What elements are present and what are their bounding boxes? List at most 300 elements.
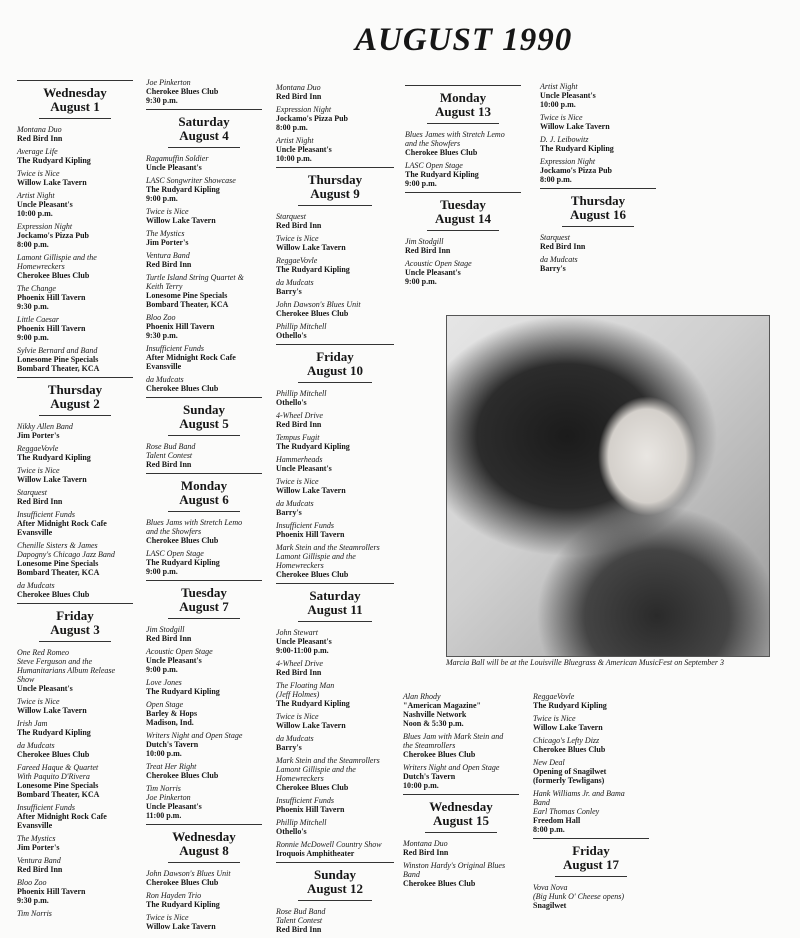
event-act: Blues Jam with Mark Stein and the Steamrollers — [403, 732, 504, 750]
event-act: Turtle Island String Quartet & Keith Terry — [146, 273, 244, 291]
event-listing — [146, 869, 262, 887]
event-listing — [146, 344, 262, 371]
day-of-week: Friday — [56, 608, 94, 623]
event-listing — [276, 105, 394, 132]
event-venue: Opening of Snagilwet (formerly Tewligans) — [533, 767, 607, 785]
divider — [298, 382, 372, 383]
event-act: Twice is Nice — [540, 113, 583, 122]
event-act: Tim Norris Joe Pinkerton — [146, 784, 191, 802]
event-act: Twice is Nice — [276, 234, 319, 243]
day-date: August 1 — [50, 99, 100, 114]
event-act: Jim Stodgill — [405, 237, 444, 246]
event-venue: Cherokee Blues Club — [276, 783, 349, 792]
day-header — [146, 473, 262, 512]
event-act: Writers Night and Open Stage — [146, 731, 243, 740]
event-venue: The Rudyard Kipling 9:00 p.m. — [146, 558, 220, 576]
event-venue: Snagilwet — [533, 901, 567, 910]
event-act: The Mystics — [17, 834, 56, 843]
event-venue: The Rudyard Kipling — [276, 265, 350, 274]
event-act: The Mystics — [146, 229, 185, 238]
event-venue: The Rudyard Kipling — [540, 144, 614, 153]
day-header — [533, 838, 649, 877]
day-header — [276, 167, 394, 206]
event-listing — [540, 157, 656, 184]
event-act: Mark Stein and the Steamrollers Lamont Gillispie and the Homewreckers — [276, 756, 380, 783]
event-act: da Mudcats — [276, 278, 314, 287]
calendar-column-5 — [540, 82, 656, 277]
day-of-week: Thursday — [47, 382, 103, 397]
event-act: Insufficient Funds — [276, 521, 334, 530]
event-listing — [276, 712, 394, 730]
event-listing — [17, 541, 133, 577]
event-listing — [533, 789, 649, 834]
event-venue: Uncle Pleasant's 10:00 p.m. — [276, 145, 332, 163]
event-act: Montana Duo — [17, 125, 62, 134]
event-listing — [17, 444, 133, 462]
event-venue: Red Bird Inn — [17, 865, 63, 874]
event-venue: Jockamo's Pizza Pub 8:00 p.m. — [276, 114, 348, 132]
event-venue: Phoenix Hill Tavern — [276, 805, 345, 814]
event-listing — [17, 191, 133, 218]
event-act: Winston Hardy's Original Blues Band — [403, 861, 506, 879]
event-venue: Cherokee Blues Club — [17, 590, 90, 599]
event-venue: The Rudyard Kipling — [17, 728, 91, 737]
event-listing — [146, 678, 262, 696]
event-act: The Change — [17, 284, 56, 293]
event-venue: Red Bird Inn — [146, 634, 192, 643]
day-header — [146, 109, 262, 148]
photo-caption: Marcia Ball will be at the Louisville Bluegrass & American MusicFest on September 3 — [446, 658, 724, 667]
day-date: August 11 — [307, 602, 363, 617]
event-listing — [17, 147, 133, 165]
event-listing — [17, 581, 133, 599]
event-venue: "American Magazine" Nashville Network Noon & 5:30 p.m. — [403, 701, 481, 728]
day-header — [276, 862, 394, 901]
event-listing — [17, 284, 133, 311]
event-act: Writers Night and Open Stage — [403, 763, 500, 772]
event-listing — [276, 212, 394, 230]
divider — [39, 415, 111, 416]
event-act: Jim Stodgill — [146, 625, 185, 634]
event-act: Twice is Nice — [276, 712, 319, 721]
event-act: Love Jones — [146, 678, 182, 687]
day-of-week: Thursday — [570, 193, 626, 208]
event-venue: After Midnight Rock Cafe Evansville — [17, 812, 107, 830]
event-act: Average Life — [17, 147, 58, 156]
event-venue: Uncle Pleasant's 11:00 p.m. — [146, 802, 202, 820]
event-venue: Red Bird Inn — [276, 925, 322, 934]
event-listing — [276, 322, 394, 340]
calendar-column-1 — [17, 80, 133, 922]
event-act: da Mudcats — [17, 581, 55, 590]
event-act: Tim Norris — [17, 909, 52, 918]
event-act: Tempus Fugit — [276, 433, 320, 442]
event-listing — [533, 883, 649, 910]
event-listing — [146, 625, 262, 643]
event-act: ReggaeVovle — [533, 692, 575, 701]
event-listing — [17, 719, 133, 737]
event-listing — [276, 659, 394, 677]
event-listing — [276, 433, 394, 451]
event-act: Rose Bud Band Talent Contest — [146, 442, 196, 460]
day-header — [540, 188, 656, 227]
event-venue: Barry's — [276, 287, 302, 296]
calendar-column-3 — [276, 83, 394, 938]
event-venue: Cherokee Blues Club — [146, 384, 219, 393]
event-venue: Red Bird Inn — [276, 92, 322, 101]
event-listing — [276, 477, 394, 495]
event-venue: Phoenix Hill Tavern 9:00 p.m. — [17, 324, 86, 342]
event-venue: The Rudyard Kipling 9:00 p.m. — [405, 170, 479, 188]
event-venue: Red Bird Inn — [276, 420, 322, 429]
event-act: Starquest — [276, 212, 306, 221]
event-act: Ventura Band — [146, 251, 190, 260]
event-venue: After Midnight Rock Cafe Evansville — [17, 519, 107, 537]
event-venue: Willow Lake Tavern — [17, 706, 87, 715]
event-venue: Cherokee Blues Club 9:30 p.m. — [146, 87, 219, 105]
event-listing — [276, 278, 394, 296]
event-act: Insufficient Funds — [17, 510, 75, 519]
day-date: August 17 — [563, 857, 619, 872]
divider — [427, 123, 499, 124]
event-venue: Cherokee Blues Club — [146, 536, 219, 545]
event-act: Bloo Zoo — [17, 878, 47, 887]
event-venue: Dutch's Tavern 10:00 p.m. — [146, 740, 199, 758]
event-venue: Barry's — [276, 508, 302, 517]
event-venue: Dutch's Tavern 10:00 p.m. — [403, 772, 456, 790]
divider — [298, 900, 372, 901]
event-act: Treat Her Right — [146, 762, 197, 771]
event-act: Insufficient Funds — [146, 344, 204, 353]
event-listing — [276, 521, 394, 539]
event-venue: Red Bird Inn — [403, 848, 449, 857]
divider — [298, 205, 372, 206]
divider — [168, 862, 240, 863]
event-act: 4-Wheel Drive — [276, 411, 323, 420]
day-header — [17, 377, 133, 416]
event-venue: Uncle Pleasant's 9:00 p.m. — [405, 268, 461, 286]
event-act: Ronnie McDowell Country Show — [276, 840, 382, 849]
event-listing — [276, 256, 394, 274]
event-act: Open Stage — [146, 700, 184, 709]
divider — [168, 147, 240, 148]
day-of-week: Monday — [439, 90, 487, 105]
event-venue: Phoenix Hill Tavern 9:30 p.m. — [146, 322, 215, 340]
event-listing — [276, 840, 394, 858]
event-act: 4-Wheel Drive — [276, 659, 323, 668]
event-listing — [146, 913, 262, 931]
event-venue: Uncle Pleasant's — [17, 684, 73, 693]
day-header — [146, 397, 262, 436]
event-venue: Willow Lake Tavern — [17, 178, 87, 187]
event-act: Artist Night — [17, 191, 55, 200]
day-of-week: Thursday — [307, 172, 363, 187]
event-venue: Red Bird Inn — [405, 246, 451, 255]
event-act: Ragamuffin Soldier — [146, 154, 209, 163]
event-venue: Willow Lake Tavern — [17, 475, 87, 484]
event-act: da Mudcats — [276, 499, 314, 508]
day-header — [276, 344, 394, 383]
event-venue: Red Bird Inn — [540, 242, 586, 251]
event-listing — [276, 818, 394, 836]
event-venue: Uncle Pleasant's — [146, 163, 202, 172]
event-venue: Cherokee Blues Club — [405, 148, 478, 157]
event-venue: Iroquois Amphitheater — [276, 849, 355, 858]
event-listing — [17, 878, 133, 905]
event-venue: Jim Porter's — [146, 238, 189, 247]
day-date: August 7 — [179, 599, 229, 614]
event-act: Twice is Nice — [146, 207, 189, 216]
calendar-column-2 — [146, 78, 262, 935]
event-act: da Mudcats — [17, 741, 55, 750]
event-venue: Red Bird Inn — [276, 668, 322, 677]
event-listing — [146, 78, 262, 105]
event-venue: Jim Porter's — [17, 431, 60, 440]
event-venue: Red Bird Inn — [17, 134, 63, 143]
event-listing — [146, 313, 262, 340]
event-listing — [17, 253, 133, 280]
day-date: August 9 — [310, 186, 360, 201]
event-listing — [146, 647, 262, 674]
day-date: August 2 — [50, 396, 100, 411]
event-venue: The Rudyard Kipling 9:00 p.m. — [146, 185, 220, 203]
event-listing — [17, 222, 133, 249]
event-listing — [540, 82, 656, 109]
event-listing — [17, 803, 133, 830]
event-act: Twice is Nice — [17, 169, 60, 178]
event-listing — [540, 113, 656, 131]
day-of-week: Wednesday — [172, 829, 236, 844]
event-listing — [276, 136, 394, 163]
day-header — [405, 85, 521, 124]
event-venue: Red Bird Inn — [17, 497, 63, 506]
day-header — [17, 80, 133, 119]
event-act: LASC Open Stage — [405, 161, 463, 170]
event-venue: Lonesome Pine Specials Bombard Theater, KCA — [17, 781, 100, 799]
event-venue: The Rudyard Kipling — [146, 900, 220, 909]
event-venue: After Midnight Rock Cafe Evansville — [146, 353, 236, 371]
event-listing — [403, 732, 519, 759]
event-listing — [405, 130, 521, 157]
event-act: Twice is Nice — [276, 477, 319, 486]
day-of-week: Friday — [316, 349, 354, 364]
day-of-week: Friday — [572, 843, 610, 858]
event-listing — [146, 784, 262, 820]
event-venue: The Rudyard Kipling — [146, 687, 220, 696]
event-act: Starquest — [540, 233, 570, 242]
event-act: Hammerheads — [276, 455, 323, 464]
event-listing — [17, 697, 133, 715]
event-act: Little Caesar — [17, 315, 60, 324]
event-listing — [146, 762, 262, 780]
event-venue: Lonesome Pine Specials Bombard Theater, KCA — [17, 559, 100, 577]
event-listing — [146, 154, 262, 172]
event-venue: The Rudyard Kipling — [276, 442, 350, 451]
event-act: Irish Jam — [17, 719, 48, 728]
event-venue: Uncle Pleasant's 10:00 p.m. — [540, 91, 596, 109]
event-venue: Lonesome Pine Specials Bombard Theater, KCA — [146, 291, 229, 309]
event-act: Mark Stein and the Steamrollers Lamont Gillispie and the Homewreckers — [276, 543, 380, 570]
event-listing — [146, 375, 262, 393]
event-venue: Red Bird Inn — [146, 460, 192, 469]
divider — [168, 618, 240, 619]
divider — [168, 511, 240, 512]
event-venue: Phoenix Hill Tavern 9:30 p.m. — [17, 887, 86, 905]
event-listing — [17, 169, 133, 187]
event-venue: Othello's — [276, 398, 307, 407]
day-date: August 4 — [179, 128, 229, 143]
day-date: August 3 — [50, 622, 100, 637]
event-listing — [146, 442, 262, 469]
event-listing — [403, 763, 519, 790]
event-venue: Willow Lake Tavern — [540, 122, 610, 131]
day-date: August 12 — [307, 881, 363, 896]
event-listing — [540, 255, 656, 273]
event-act: LASC Open Stage — [146, 549, 204, 558]
event-venue: The Rudyard Kipling — [17, 156, 91, 165]
event-act: Starquest — [17, 488, 47, 497]
event-listing — [17, 510, 133, 537]
event-act: Expression Night — [276, 105, 332, 114]
event-listing — [533, 692, 649, 710]
divider — [39, 641, 111, 642]
event-venue: Cherokee Blues Club — [146, 771, 219, 780]
day-of-week: Saturday — [309, 588, 361, 603]
event-act: Rose Bud Band Talent Contest — [276, 907, 326, 925]
day-date: August 16 — [570, 207, 626, 222]
event-act: Lamont Gillispie and the Homewreckers — [17, 253, 97, 271]
event-act: Artist Night — [276, 136, 314, 145]
event-venue: Cherokee Blues Club — [276, 309, 349, 318]
event-venue: Othello's — [276, 827, 307, 836]
event-listing — [146, 700, 262, 727]
day-date: August 13 — [435, 104, 491, 119]
event-act: Sylvie Bernard and Band — [17, 346, 98, 355]
event-listing — [276, 234, 394, 252]
event-listing — [17, 125, 133, 143]
event-venue: Cherokee Blues Club — [17, 750, 90, 759]
event-listing — [403, 692, 519, 728]
event-act: Bloo Zoo — [146, 313, 176, 322]
event-act: John Stewart — [276, 628, 318, 637]
event-listing — [146, 549, 262, 576]
event-act: Blues James with Stretch Lemo and the Showfers — [405, 130, 505, 148]
calendar-column-4 — [405, 85, 521, 290]
event-act: Alan Rhody — [403, 692, 441, 701]
event-listing — [17, 648, 133, 693]
event-act: Hank Williams Jr. and Bama Band Earl Thomas Conley — [533, 789, 625, 816]
event-venue: Barley & Hops Madison, Ind. — [146, 709, 198, 727]
event-act: Artist Night — [540, 82, 578, 91]
day-of-week: Monday — [180, 478, 228, 493]
event-venue: Red Bird Inn — [276, 221, 322, 230]
event-listing — [540, 135, 656, 153]
event-listing — [276, 734, 394, 752]
calendar-column-6 — [403, 692, 519, 892]
event-act: Montana Duo — [403, 839, 448, 848]
event-act: Acoustic Open Stage — [405, 259, 472, 268]
day-of-week: Sunday — [183, 402, 225, 417]
event-venue: Red Bird Inn — [146, 260, 192, 269]
event-act: Insufficient Funds — [17, 803, 75, 812]
event-act: Phillip Mitchell — [276, 818, 327, 827]
event-act: Fareed Haque & Quartet With Paquito D'Rivera — [17, 763, 99, 781]
day-date: August 10 — [307, 363, 363, 378]
divider — [562, 226, 634, 227]
event-act: Montana Duo — [276, 83, 321, 92]
event-act: Ventura Band — [17, 856, 61, 865]
day-date: August 5 — [179, 416, 229, 431]
event-venue: Jim Porter's — [17, 843, 60, 852]
event-listing — [533, 758, 649, 785]
event-listing — [276, 543, 394, 579]
event-venue: Freedom Hall 8:00 p.m. — [533, 816, 581, 834]
event-act: Twice is Nice — [17, 466, 60, 475]
event-act: John Dawson's Blues Unit — [276, 300, 361, 309]
event-listing — [533, 736, 649, 754]
day-header — [276, 583, 394, 622]
event-listing — [17, 741, 133, 759]
day-header — [146, 580, 262, 619]
event-listing — [276, 499, 394, 517]
day-date: August 14 — [435, 211, 491, 226]
event-act: One Red Romeo Steve Ferguson and the Humanitarians Album Release Show — [17, 648, 116, 684]
divider — [427, 230, 499, 231]
event-act: Insufficient Funds — [276, 796, 334, 805]
event-venue: Cherokee Blues Club — [276, 570, 349, 579]
event-listing — [146, 251, 262, 269]
day-of-week: Wednesday — [43, 85, 107, 100]
event-venue: Uncle Pleasant's 9:00 p.m. — [146, 656, 202, 674]
event-listing — [276, 389, 394, 407]
day-of-week: Sunday — [314, 867, 356, 882]
event-listing — [403, 839, 519, 857]
event-venue: Uncle Pleasant's 9:00-11:00 p.m. — [276, 637, 332, 655]
event-listing — [17, 466, 133, 484]
event-listing — [405, 161, 521, 188]
event-act: Twice is Nice — [146, 913, 189, 922]
event-venue: Barry's — [540, 264, 566, 273]
event-listing — [276, 796, 394, 814]
event-listing — [17, 346, 133, 373]
event-listing — [17, 763, 133, 799]
calendar-column-7 — [533, 692, 649, 914]
event-listing — [146, 176, 262, 203]
event-venue: The Rudyard Kipling — [276, 699, 350, 708]
event-act: Joe Pinkerton — [146, 78, 191, 87]
event-venue: Willow Lake Tavern — [533, 723, 603, 732]
event-venue: Willow Lake Tavern — [276, 486, 346, 495]
event-venue: Phoenix Hill Tavern — [276, 530, 345, 539]
event-act: The Floating Man (Jeff Holmes) — [276, 681, 335, 699]
divider — [168, 435, 240, 436]
event-venue: Lonesome Pine Specials Bombard Theater, KCA — [17, 355, 100, 373]
day-date: August 6 — [179, 492, 229, 507]
event-venue: The Rudyard Kipling — [533, 701, 607, 710]
event-listing — [17, 856, 133, 874]
event-listing — [146, 891, 262, 909]
event-act: New Deal — [533, 758, 565, 767]
page-title: AUGUST 1990 — [355, 22, 573, 58]
concert-photo — [446, 315, 770, 657]
event-venue: Willow Lake Tavern — [276, 243, 346, 252]
event-venue: Cherokee Blues Club — [533, 745, 606, 754]
event-listing — [146, 207, 262, 225]
event-listing — [146, 273, 262, 309]
event-venue: Willow Lake Tavern — [146, 922, 216, 931]
event-venue: Willow Lake Tavern — [276, 721, 346, 730]
day-header — [405, 192, 521, 231]
